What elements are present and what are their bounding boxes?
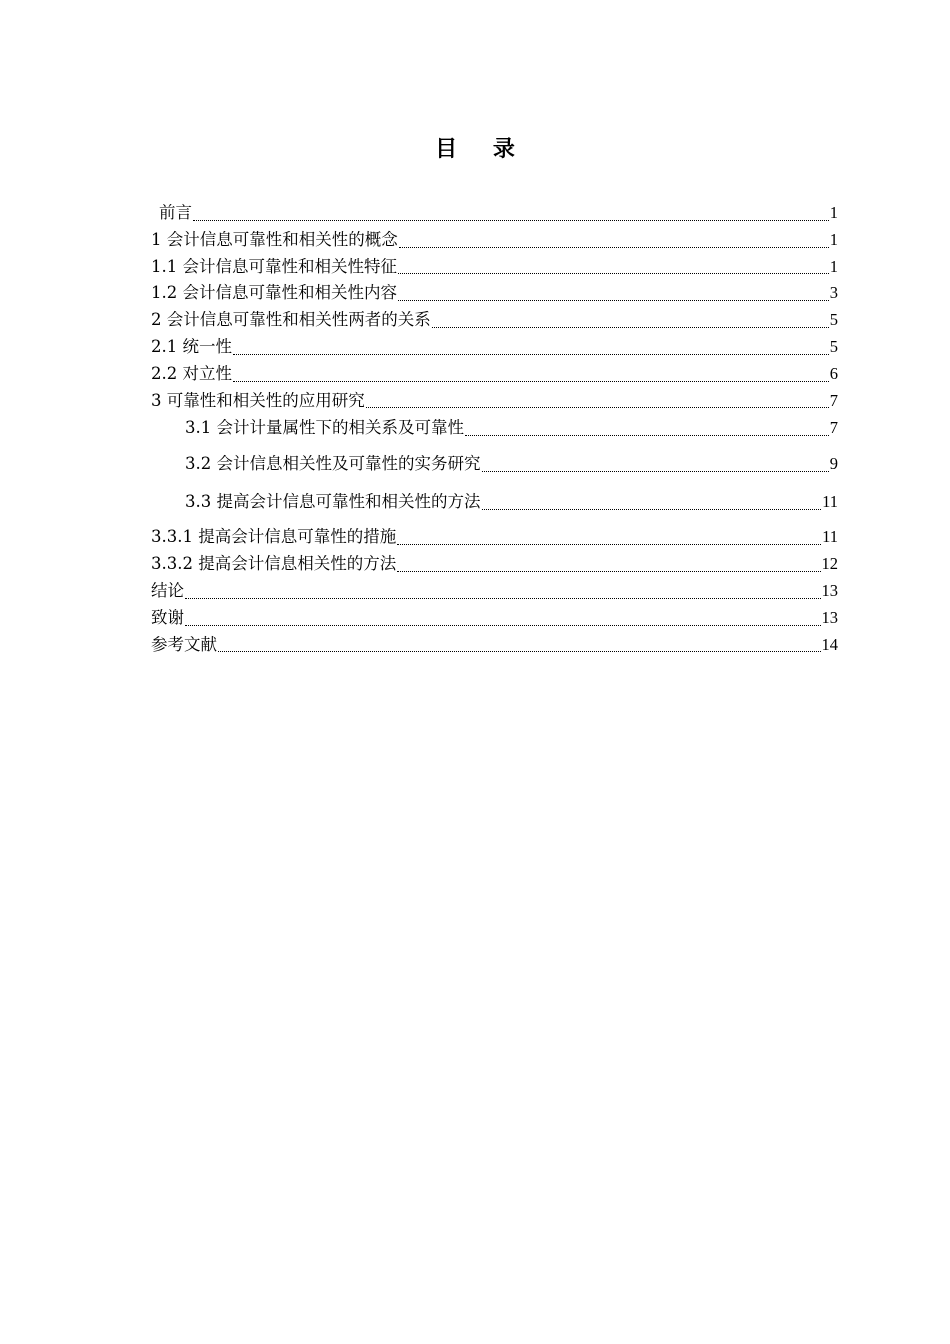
toc-entry-page: 14	[821, 634, 838, 654]
toc-leader-dots	[432, 326, 829, 328]
toc-entry-label: 致谢	[151, 607, 184, 627]
toc-entry-label: 1.1 会计信息可靠性和相关性特征	[151, 256, 397, 276]
toc-entry-label: 3.2 会计信息相关性及可靠性的实务研究	[185, 454, 481, 474]
toc-leader-dots	[397, 570, 820, 572]
toc-entry-label: 3.3.1 提高会计信息可靠性的措施	[151, 527, 397, 547]
toc-entry[interactable]	[151, 200, 838, 227]
toc-entry-page: 11	[822, 492, 838, 512]
toc-entry[interactable]	[151, 605, 838, 632]
toc-entry-page: 7	[829, 418, 838, 438]
toc-entry-page: 1	[829, 229, 838, 249]
toc-leader-dots	[185, 597, 821, 599]
toc-entry[interactable]	[151, 450, 838, 478]
toc-entry[interactable]	[151, 632, 838, 659]
toc-entry-label: 1 会计信息可靠性和相关性的概念	[151, 229, 398, 249]
toc-entry-label: 2 会计信息可靠性和相关性两者的关系	[151, 310, 431, 330]
toc-entry[interactable]	[151, 551, 838, 578]
toc-entry-page: 1	[829, 256, 838, 276]
toc-entry-label: 1.2 会计信息可靠性和相关性内容	[151, 283, 397, 303]
toc-title: 目 录	[435, 137, 529, 162]
toc-entry[interactable]	[151, 334, 838, 361]
toc-leader-dots	[193, 219, 829, 221]
toc-leader-dots	[482, 508, 822, 510]
toc-entry-label: 3.3.2 提高会计信息相关性的方法	[151, 554, 397, 574]
toc-entry[interactable]	[151, 361, 838, 388]
toc-entry[interactable]	[151, 488, 838, 516]
toc-entry[interactable]	[151, 227, 838, 254]
toc-entry-label: 3 可靠性和相关性的应用研究	[151, 390, 365, 410]
toc-entry-page: 13	[821, 580, 838, 600]
toc-leader-dots	[185, 624, 821, 626]
toc-entry-label: 3.1 会计计量属性下的相关系及可靠性	[185, 418, 464, 438]
toc-entry-page: 3	[829, 283, 838, 303]
toc-entry-label: 3.3 提高会计信息可靠性和相关性的方法	[185, 492, 481, 512]
table-of-contents	[151, 200, 838, 658]
toc-entry-page: 9	[829, 454, 838, 474]
toc-entry-page: 5	[829, 336, 838, 356]
toc-entry[interactable]	[151, 524, 838, 551]
toc-entry-page: 11	[822, 527, 838, 547]
toc-entry[interactable]	[151, 388, 838, 415]
toc-entry[interactable]	[151, 280, 838, 307]
toc-entry-page: 5	[829, 310, 838, 330]
toc-entry-page: 7	[829, 390, 838, 410]
toc-leader-dots	[398, 272, 829, 274]
toc-entry-page: 1	[829, 203, 838, 222]
toc-leader-dots	[233, 353, 829, 355]
toc-entry[interactable]	[151, 254, 838, 281]
toc-entry-label: 前言	[159, 203, 192, 222]
toc-leader-dots	[399, 246, 829, 248]
toc-entry-label: 结论	[151, 580, 184, 600]
toc-leader-dots	[233, 380, 829, 382]
toc-leader-dots	[398, 299, 829, 301]
toc-entry-label: 参考文献	[151, 634, 217, 654]
toc-entry-label: 2.1 统一性	[151, 336, 232, 356]
toc-entry[interactable]	[151, 414, 838, 442]
toc-entry-page: 13	[821, 607, 838, 627]
toc-leader-dots	[465, 434, 829, 436]
toc-leader-dots	[366, 406, 829, 408]
toc-entry[interactable]	[151, 578, 838, 605]
toc-leader-dots	[482, 470, 829, 472]
toc-leader-dots	[397, 543, 821, 545]
toc-entry-page: 6	[829, 363, 838, 383]
toc-leader-dots	[218, 650, 821, 652]
toc-entry-label: 2.2 对立性	[151, 363, 232, 383]
toc-entry[interactable]	[151, 307, 838, 334]
toc-entry-page: 12	[821, 554, 838, 574]
